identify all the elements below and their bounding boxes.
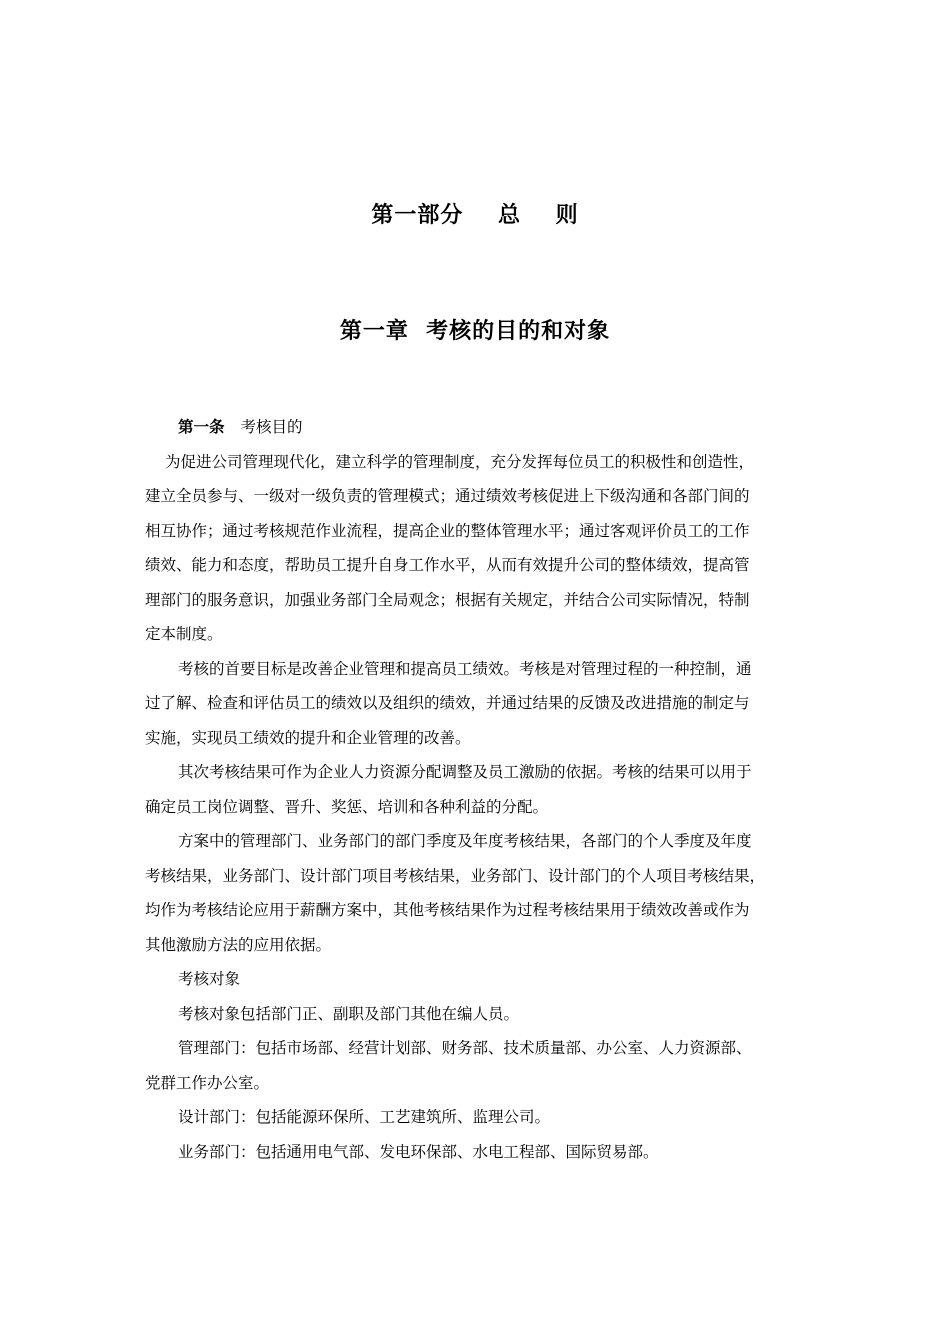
paragraph-line: 其他激励方法的应用依据。 bbox=[145, 935, 332, 954]
paragraph-line: 绩效、能力和态度，帮助员工提升自身工作水平，从而有效提升公司的整体绩效，提高管 bbox=[145, 556, 750, 574]
article-number: 第一条 bbox=[178, 417, 225, 436]
paragraph-line: 均作为考核结论应用于薪酬方案中，其他考核结果作为过程考核结果用于绩效改善或作为 bbox=[145, 901, 750, 919]
paragraph-line: 相互协作；通过考核规范作业流程，提高企业的整体管理水平；通过客观评价员工的工作 bbox=[145, 521, 750, 540]
paragraph-line: 考核对象包括部门正、副职及部门其他在编人员。 bbox=[178, 1004, 520, 1023]
part-title: 第一部分 总 则 bbox=[371, 202, 579, 228]
article-heading bbox=[145, 410, 825, 445]
paragraph-line: 实施，实现员工绩效的提升和企业管理的改善。 bbox=[145, 728, 471, 747]
chapter-title: 第一章 考核的目的和对象 bbox=[339, 318, 611, 344]
paragraph-line: 考核结果，业务部门、设计部门项目考核结果，业务部门、设计部门的个人项目考核结果， bbox=[145, 866, 766, 885]
paragraph-line: 建立全员参与、一级对一级负责的管理模式；通过绩效考核促进上下级沟通和各部门间的 bbox=[145, 487, 750, 505]
article-title: 考核目的 bbox=[240, 418, 303, 436]
section-heading: 考核对象 bbox=[178, 970, 241, 988]
paragraph-line: 理部门的服务意识，加强业务部门全局观念；根据有关规定，并结合公司实际情况，特制 bbox=[145, 590, 750, 609]
paragraph-line: 设计部门：包括能源环保所、工艺建筑所、监理公司。 bbox=[178, 1108, 551, 1126]
paragraph-line: 为促进公司管理现代化，建立科学的管理制度，充分发挥每位员工的积极性和创造性， bbox=[165, 452, 755, 471]
paragraph-line: 确定员工岗位调整、晋升、奖惩、培训和各种利益的分配。 bbox=[145, 797, 549, 816]
paragraph-line: 定本制度。 bbox=[145, 625, 223, 643]
paragraph-line: 过了解、检查和评估员工的绩效以及组织的绩效，并通过结果的反馈及改进措施的制定与 bbox=[145, 694, 750, 712]
paragraph-line: 考核的首要目标是改善企业管理和提高员工绩效。考核是对管理过程的一种控制，通 bbox=[178, 659, 752, 678]
paragraph-line: 业务部门：包括通用电气部、发电环保部、水电工程部、国际贸易部。 bbox=[178, 1142, 659, 1161]
paragraph-line: 党群工作办公室。 bbox=[145, 1073, 270, 1092]
document-body bbox=[145, 410, 825, 1169]
paragraph-line: 管理部门：包括市场部、经营计划部、财务部、技术质量部、办公室、人力资源部、 bbox=[178, 1039, 752, 1057]
paragraph-line: 其次考核结果可作为企业人力资源分配调整及员工激励的依据。考核的结果可以用于 bbox=[178, 763, 752, 781]
paragraph-line: 方案中的管理部门、业务部门的部门季度及年度考核结果，各部门的个人季度及年度 bbox=[178, 832, 752, 850]
